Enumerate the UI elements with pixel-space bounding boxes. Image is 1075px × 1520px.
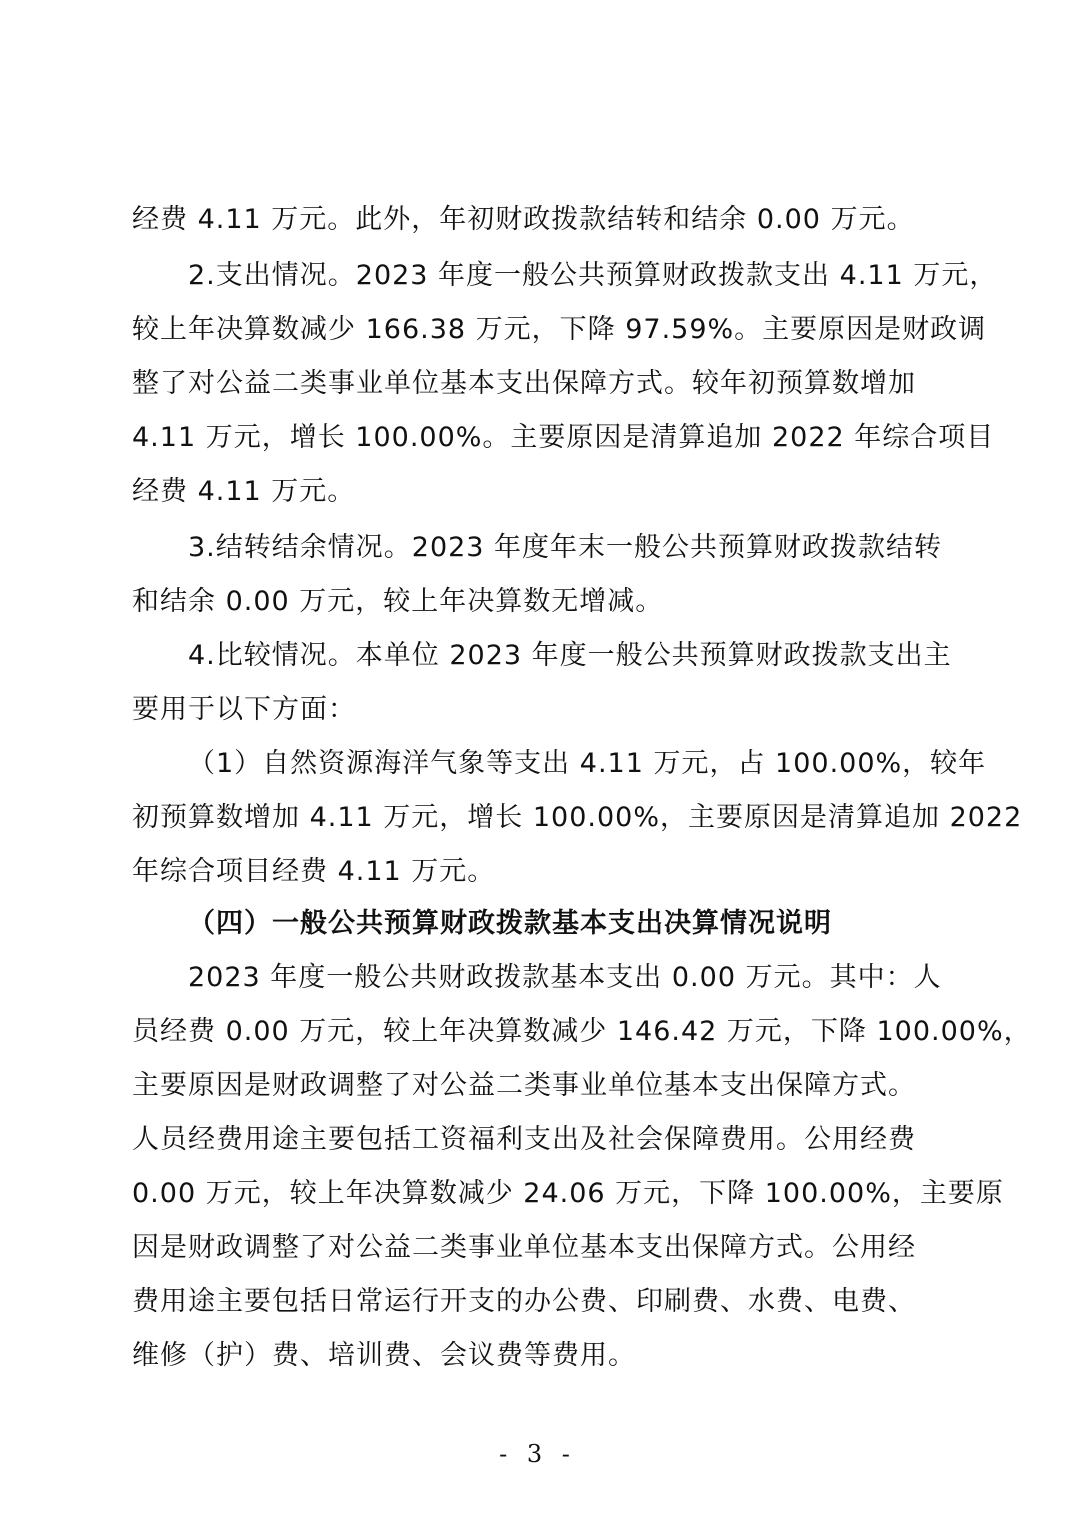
paragraph-line: 年综合项目经费 4.11 万元。 xyxy=(132,856,496,887)
paragraph-line: 主要原因是财政调整了对公益二类事业单位基本支出保障方式。 xyxy=(132,1070,916,1101)
paragraph-line: 较上年决算数减少 166.38 万元，下降 97.59%。主要原因是财政调 xyxy=(132,314,987,345)
paragraph-line: 3.结转结余情况。2023 年度年末一般公共预算财政拨款结转 xyxy=(188,532,943,563)
paragraph-line: 维修（护）费、培训费、会议费等费用。 xyxy=(132,1340,636,1371)
paragraph-line: 因是财政调整了对公益二类事业单位基本支出保障方式。公用经 xyxy=(132,1232,916,1263)
paragraph-line: 和结余 0.00 万元，较上年决算数无增减。 xyxy=(132,586,664,617)
paragraph-line: 4.11 万元，增长 100.00%。主要原因是清算追加 2022 年综合项目 xyxy=(132,422,995,453)
paragraph-line: 0.00 万元，较上年决算数减少 24.06 万元，下降 100.00%，主要原 xyxy=(132,1178,1004,1209)
section-heading: （四）一般公共预算财政拨款基本支出决算情况说明 xyxy=(188,908,832,939)
paragraph-line: 2.支出情况。2023 年度一般公共预算财政拨款支出 4.11 万元， xyxy=(188,260,998,291)
paragraph-line: 初预算数增加 4.11 万元，增长 100.00%，主要原因是清算追加 2022 xyxy=(132,802,1023,833)
paragraph-line: 2023 年度一般公共财政拨款基本支出 0.00 万元。其中：人 xyxy=(188,962,942,993)
page-number: - 3 - xyxy=(499,1440,576,1468)
paragraph-line: 人员经费用途主要包括工资福利支出及社会保障费用。公用经费 xyxy=(132,1124,916,1155)
paragraph-line: （1）自然资源海洋气象等支出 4.11 万元，占 100.00%，较年 xyxy=(188,748,987,779)
paragraph-line: 整了对公益二类事业单位基本支出保障方式。较年初预算数增加 xyxy=(132,368,916,399)
paragraph-line: 经费 4.11 万元。 xyxy=(132,476,356,507)
paragraph-line: 4.比较情况。本单位 2023 年度一般公共预算财政拨款支出主 xyxy=(188,640,952,671)
paragraph-line: 费用途主要包括日常运行开支的办公费、印刷费、水费、电费、 xyxy=(132,1286,916,1317)
paragraph-line: 要用于以下方面： xyxy=(132,694,356,725)
paragraph-line: 经费 4.11 万元。此外，年初财政拨款结转和结余 0.00 万元。 xyxy=(132,204,915,235)
paragraph-line: 员经费 0.00 万元，较上年决算数减少 146.42 万元，下降 100.00%， xyxy=(132,1016,1032,1047)
